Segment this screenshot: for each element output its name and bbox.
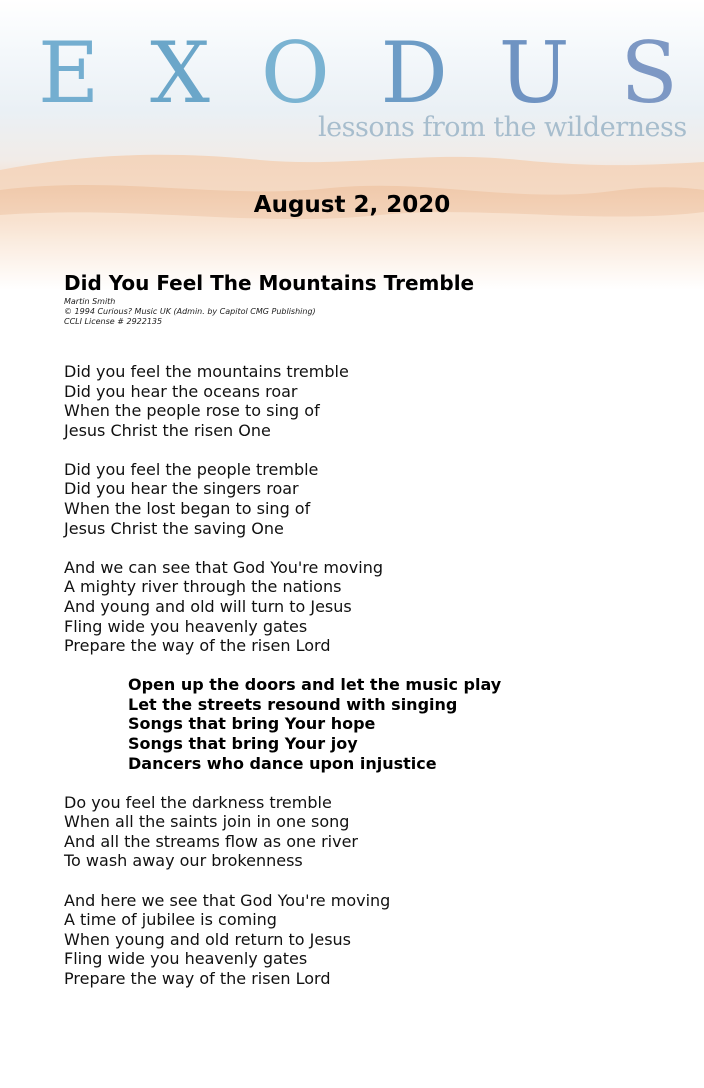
lyric-line: Jesus Christ the risen One xyxy=(64,420,271,440)
verse-block xyxy=(64,891,684,989)
series-title-letter: U xyxy=(498,24,570,122)
lyric-line: Do you feel the darkness tremble xyxy=(64,792,332,812)
lyric-line: When the lost began to sing of xyxy=(64,499,311,519)
lyric-line: Let the streets resound with singing xyxy=(128,694,458,714)
lyric-line: A time of jubilee is coming xyxy=(64,910,277,930)
verse-block xyxy=(64,558,684,656)
lyric-line: Fling wide you heavenly gates xyxy=(64,616,308,636)
credit-author: Martin Smith xyxy=(64,297,116,306)
lyric-line: Prepare the way of the risen Lord xyxy=(64,636,331,656)
song-credits xyxy=(64,297,316,327)
lyric-line: Songs that bring Your hope xyxy=(128,714,376,734)
lyric-line: Dancers who dance upon injustice xyxy=(128,753,437,773)
credit-license: CCLI License # 2922135 xyxy=(64,317,163,326)
series-subtitle: lessons from the wilderness xyxy=(318,112,687,143)
series-title-letter: S xyxy=(620,24,678,122)
header-banner xyxy=(0,0,704,290)
song-title: Did You Feel The Mountains Tremble xyxy=(64,271,475,295)
series-title-letter: X xyxy=(150,24,210,122)
lyric-line: Did you feel the people tremble xyxy=(64,459,319,479)
lyric-line: And young and old will turn to Jesus xyxy=(64,596,352,616)
verse-block xyxy=(64,362,684,440)
lyric-line: Songs that bring Your joy xyxy=(128,734,358,753)
lyric-line: And here we see that God You're moving xyxy=(64,890,391,910)
service-date: August 2, 2020 xyxy=(253,192,451,218)
lyric-line: Jesus Christ the saving One xyxy=(64,518,284,538)
lyric-line: Did you hear the singers roar xyxy=(64,479,299,499)
lyric-line: When young and old return to Jesus xyxy=(64,929,352,949)
chorus-block xyxy=(64,675,684,773)
lyric-line: Did you hear the oceans roar xyxy=(64,381,298,401)
lyric-line: A mighty river through the nations xyxy=(64,577,342,597)
lyric-line: When the people rose to sing of xyxy=(64,401,320,421)
lyric-line: When all the saints join in one song xyxy=(64,812,350,832)
series-title-letter: E xyxy=(38,24,100,122)
lyrics-body xyxy=(64,362,684,1008)
series-title-letter: O xyxy=(260,24,330,122)
credit-copyright: © 1994 Curious? Music UK (Admin. by Capitol CMG Publishing) xyxy=(64,307,316,316)
series-title xyxy=(38,24,678,122)
lyric-line: And all the streams flow as one river xyxy=(64,831,358,851)
series-title-letter: D xyxy=(380,24,448,122)
verse-block xyxy=(64,460,684,538)
lyric-line: To wash away our brokenness xyxy=(64,851,303,871)
lyric-line: Did you feel the mountains tremble xyxy=(64,362,349,381)
lyric-line: Open up the doors and let the music play xyxy=(128,675,502,695)
lyric-line: Fling wide you heavenly gates xyxy=(64,949,308,969)
verse-block xyxy=(64,793,684,871)
lyric-line: And we can see that God You're moving xyxy=(64,557,384,577)
lyric-line: Prepare the way of the risen Lord xyxy=(64,968,331,988)
